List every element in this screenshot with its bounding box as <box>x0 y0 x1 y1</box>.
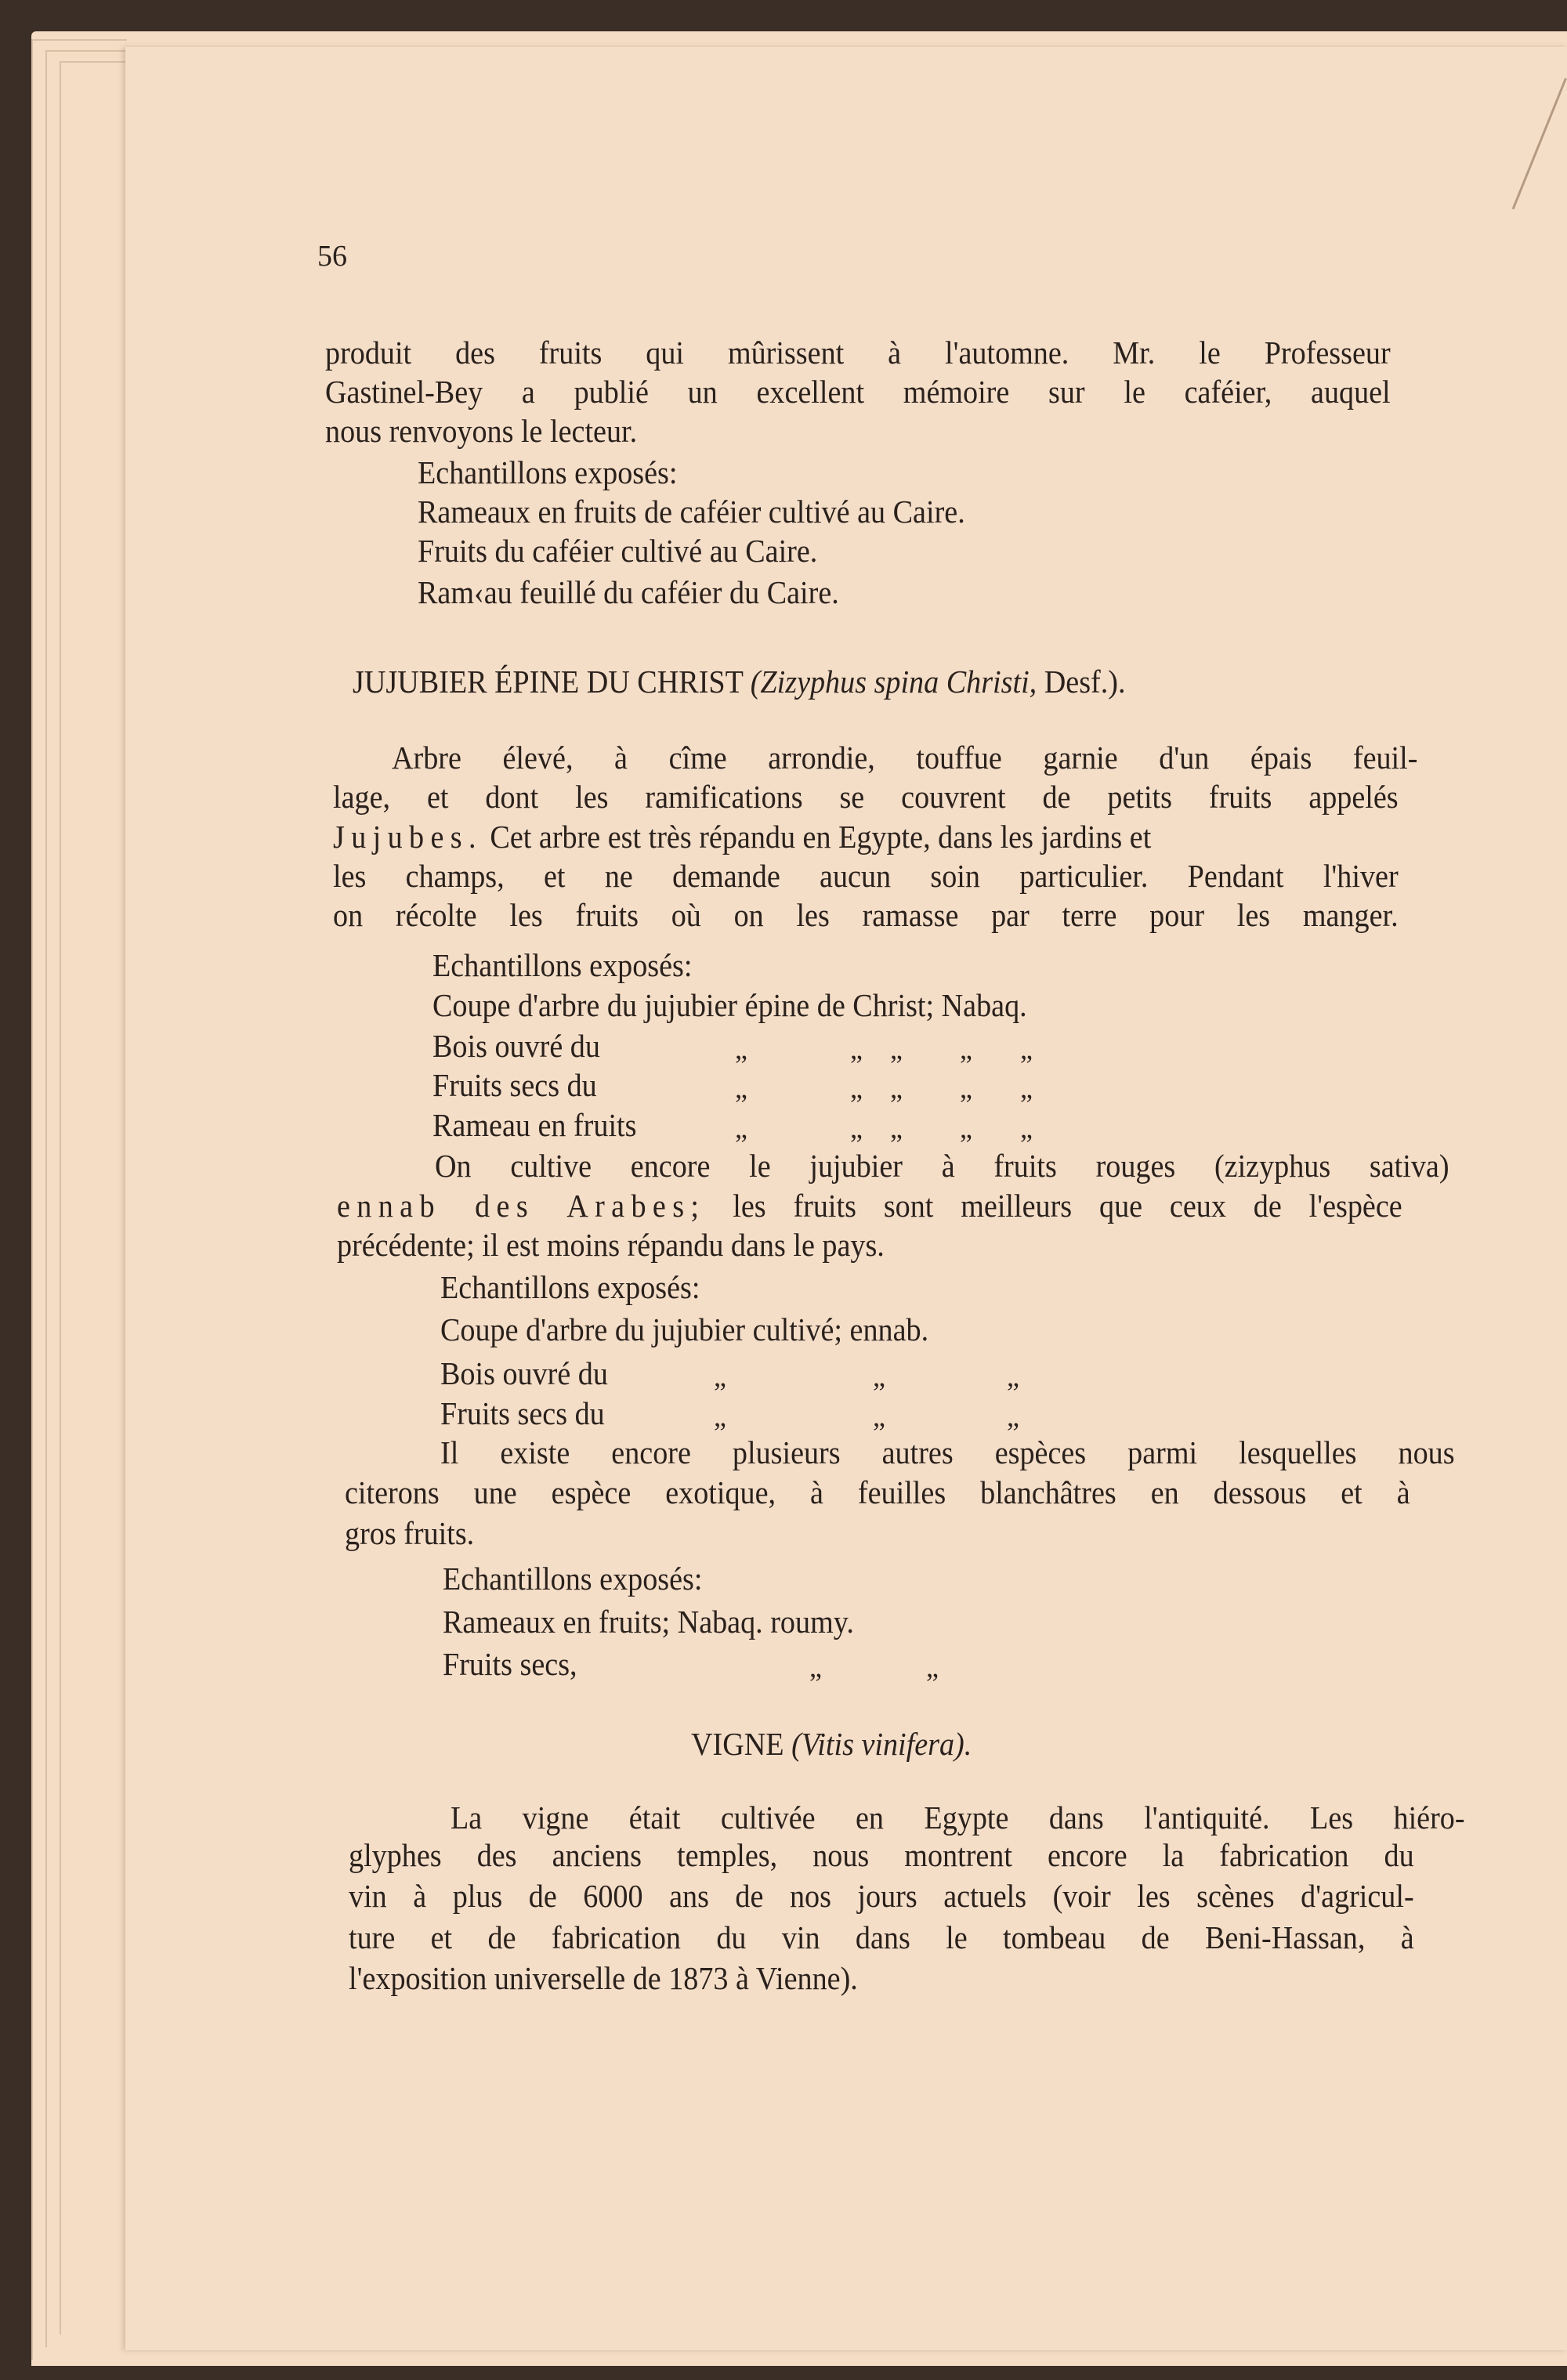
ditto-mark: „ <box>735 1033 747 1065</box>
sample-item: Bois ouvré du <box>432 1028 600 1064</box>
sample-item: Rameau en fruits <box>432 1107 637 1143</box>
section-heading-jujubier <box>353 663 1126 700</box>
sample-item: Rameaux en fruits de caféier cultivé au Caire. <box>418 494 965 530</box>
body-line: produit des fruits qui mûrissent à l'automne. Mr. le Professeur <box>325 335 1391 371</box>
sample-item: Coupe d'arbre du jujubier cultivé; ennab. <box>440 1311 929 1347</box>
heading-author: Desf.). <box>1044 664 1126 700</box>
ditto-mark: „ <box>873 1361 885 1392</box>
ditto-mark: „ <box>809 1651 822 1683</box>
ditto-mark: „ <box>926 1651 939 1683</box>
ditto-mark: „ <box>714 1361 726 1392</box>
ditto-mark: „ <box>1007 1361 1019 1392</box>
samples-heading: Echantillons exposés: <box>418 454 678 490</box>
body-line: glyphes des anciens temples, nous montrent encore la fabrication du <box>349 1837 1414 1873</box>
ditto-mark: „ <box>1020 1112 1033 1144</box>
body-line: citerons une espèce exotique, à feuilles blanchâtres en dessous et à <box>345 1474 1410 1510</box>
body-text: les fruits sont meilleurs que ceux de l'espèce <box>733 1188 1402 1224</box>
body-line: La vigne était cultivée en Egypte dans l'antiquité. Les hiéro- <box>451 1799 1465 1836</box>
samples-heading: Echantillons exposés: <box>443 1561 703 1597</box>
ditto-mark: „ <box>735 1112 747 1144</box>
sample-item: Fruits du caféier cultivé au Caire. <box>418 533 818 569</box>
ditto-mark: „ <box>1020 1033 1033 1065</box>
ditto-mark: „ <box>960 1072 972 1104</box>
emphasized-term: Jujubes. <box>333 819 483 855</box>
ditto-mark: „ <box>735 1072 747 1104</box>
body-line: gros fruits. <box>345 1515 475 1551</box>
body-line: l'exposition universelle de 1873 à Vienne). <box>349 1960 858 1996</box>
ditto-mark: „ <box>873 1401 885 1432</box>
page-number: 56 <box>317 240 347 273</box>
body-line: ture et de fabrication du vin dans le tombeau de Beni-Hassan, à <box>349 1919 1414 1955</box>
body-line: Il existe encore plusieurs autres espèces parmi lesquelles nous <box>440 1434 1455 1470</box>
sample-item: Fruits secs du <box>432 1067 597 1103</box>
body-line <box>337 1187 1402 1224</box>
ditto-mark: „ <box>890 1033 903 1065</box>
body-line: On cultive encore le jujubier à fruits rouges (zizyphus sativa) <box>435 1148 1449 1184</box>
samples-heading: Echantillons exposés: <box>432 947 693 983</box>
samples-heading: Echantillons exposés: <box>440 1269 700 1305</box>
sample-item: Ram‹au feuillé du caféier du Caire. <box>418 574 839 610</box>
ditto-mark: „ <box>890 1072 903 1104</box>
body-line: lage, et dont les ramifications se couvrent de petits fruits appelés <box>333 779 1399 815</box>
ditto-mark: „ <box>890 1112 903 1144</box>
ditto-mark: „ <box>850 1033 863 1065</box>
sample-item: Fruits secs du <box>440 1395 605 1431</box>
ditto-mark: „ <box>714 1401 726 1432</box>
sample-item: Coupe d'arbre du jujubier épine de Christ; Nabaq. <box>432 987 1027 1023</box>
sample-item: Bois ouvré du <box>440 1355 608 1391</box>
ditto-mark: „ <box>960 1112 972 1144</box>
sample-item: Rameaux en fruits; Nabaq. roumy. <box>443 1604 854 1640</box>
ditto-mark: „ <box>960 1033 972 1065</box>
body-text: Cet arbre est très répandu en Egypte, dans les jardins et <box>490 819 1152 855</box>
heading-title: VIGNE <box>691 1726 784 1762</box>
body-line: les champs, et ne demande aucun soin particulier. Pendant l'hiver <box>333 858 1399 894</box>
heading-latin-name: (Zizyphus spina Christi, <box>750 664 1037 700</box>
body-line: Arbre élevé, à cîme arrondie, touffue garnie d'un épais feuil- <box>392 740 1418 776</box>
body-line <box>333 818 1151 855</box>
emphasized-term: ennab des Arabes; <box>337 1188 706 1224</box>
body-line: précédente; il est moins répandu dans le pays. <box>337 1227 885 1263</box>
ditto-mark: „ <box>1020 1072 1033 1104</box>
body-line: Gastinel-Bey a publié un excellent mémoire sur le caféier, auquel <box>325 374 1391 410</box>
body-line: on récolte les fruits où on les ramasse par terre pour les manger. <box>333 897 1399 933</box>
ditto-mark: „ <box>1007 1401 1019 1432</box>
sample-item: Fruits secs, <box>443 1646 577 1682</box>
section-heading-vigne <box>691 1725 972 1763</box>
body-line: vin à plus de 6000 ans de nos jours actuels (voir les scènes d'agricul- <box>349 1878 1414 1914</box>
heading-latin-name: (Vitis vinifera). <box>791 1726 972 1762</box>
heading-title: JUJUBIER ÉPINE DU CHRIST <box>353 664 744 700</box>
ditto-mark: „ <box>850 1112 863 1144</box>
body-line: nous renvoyons le lecteur. <box>325 413 638 449</box>
ditto-mark: „ <box>850 1072 863 1104</box>
